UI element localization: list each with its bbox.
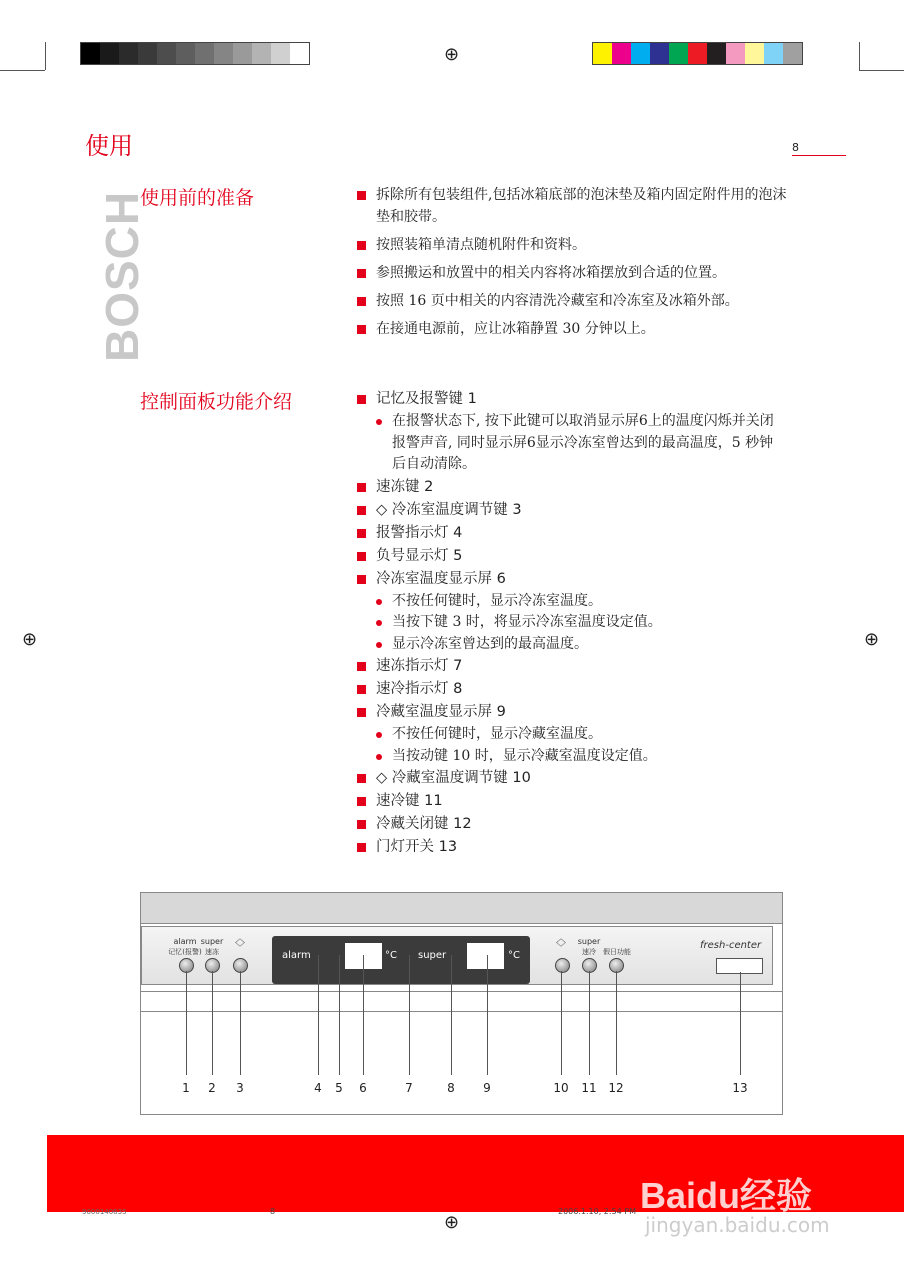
unit-label: °C	[385, 950, 397, 961]
leader-line	[487, 955, 488, 1075]
color-swatch	[688, 43, 707, 64]
list-item-label: 速冻键 2	[376, 478, 434, 495]
sub-item-text: 当按下键 3 时，将显示冷冻室温度设定值。	[392, 614, 662, 630]
list-item-text: 按照装箱单清点随机附件和资料。	[376, 237, 586, 253]
alarm-label: alarm	[173, 937, 197, 946]
up-down-arrows-icon: ︿ ﹀	[235, 934, 245, 954]
list-item	[357, 522, 787, 545]
callout-number: 9	[483, 1081, 491, 1095]
list-item	[357, 499, 787, 522]
watermark-logo: Baidu经验	[640, 1175, 813, 1216]
color-swatch	[593, 43, 612, 64]
list-item-text: 参照搬运和放置中的相关内容将冰箱摆放到合适的位置。	[376, 265, 726, 281]
bullet-square-icon	[357, 774, 366, 783]
leader-line	[740, 972, 741, 1075]
gray-swatch	[195, 43, 214, 64]
fridge-display	[467, 943, 504, 969]
bullet-square-icon	[357, 820, 366, 829]
callout-number: 11	[581, 1081, 597, 1095]
list-item	[357, 836, 787, 859]
page-number: 8	[792, 141, 846, 156]
callout-number: 2	[208, 1081, 216, 1095]
list-item-text: 按照 16 页中相关的内容清洗冷藏室和冷冻室及冰箱外部。	[376, 293, 739, 309]
sub-item	[357, 411, 787, 476]
bullet-square-icon	[357, 483, 366, 492]
list-item	[357, 262, 787, 284]
callout-number: 10	[553, 1081, 569, 1095]
display-super-label: super	[418, 950, 447, 961]
sub-item	[357, 724, 787, 746]
list-item-label: 速冷键 11	[376, 793, 443, 809]
callout-number: 13	[732, 1081, 748, 1095]
registration-mark-icon: ⊕	[22, 629, 38, 650]
leader-line	[451, 955, 452, 1075]
gray-swatch	[271, 43, 290, 64]
bullet-dot-icon	[376, 754, 382, 760]
gray-calibration-bar	[80, 42, 310, 65]
leader-line	[561, 971, 562, 1075]
list-item	[357, 678, 787, 701]
bullet-dot-icon	[376, 732, 382, 738]
list-item	[357, 318, 787, 340]
display-alarm-label: alarm	[282, 950, 311, 961]
list-item	[357, 290, 787, 312]
list-item-label: 门灯开关 13	[376, 839, 458, 855]
list-item	[357, 655, 787, 678]
leader-line	[186, 971, 187, 1075]
bullet-dot-icon	[376, 642, 382, 648]
registration-mark-icon: ⊕	[864, 629, 880, 650]
leader-line	[339, 955, 340, 1075]
color-swatch	[631, 43, 650, 64]
up-down-arrows-icon: ︿ ﹀	[556, 934, 566, 954]
list-item	[357, 476, 787, 499]
crop-mark	[45, 42, 46, 70]
gray-swatch	[176, 43, 195, 64]
sub-item	[357, 634, 787, 656]
bullet-square-icon	[357, 191, 366, 200]
color-swatch	[783, 43, 802, 64]
bullet-square-icon	[357, 552, 366, 561]
list-item-label: 冷藏室温度显示屏 9	[376, 704, 506, 720]
gray-swatch	[100, 43, 119, 64]
gray-swatch	[81, 43, 100, 64]
fridge-temp-button[interactable]	[555, 958, 570, 973]
bullet-square-icon	[357, 297, 366, 306]
bullet-square-icon	[357, 662, 366, 671]
bullet-square-icon	[357, 843, 366, 852]
leader-line	[363, 955, 364, 1075]
list-item	[357, 184, 787, 228]
gray-swatch	[157, 43, 176, 64]
footer-date: 2006.1.10, 2:54 PM	[558, 1207, 637, 1216]
callout-number: 6	[359, 1081, 367, 1095]
color-swatch	[669, 43, 688, 64]
gray-swatch	[233, 43, 252, 64]
super-cool-label: super	[577, 937, 601, 946]
color-swatch	[745, 43, 764, 64]
gray-swatch	[119, 43, 138, 64]
callout-number: 8	[447, 1081, 455, 1095]
section-heading-control-panel: 控制面板功能介绍	[140, 391, 293, 413]
color-swatch	[764, 43, 783, 64]
callout-number: 12	[608, 1081, 624, 1095]
bullet-square-icon	[357, 575, 366, 584]
sub-item-text: 显示冷冻室曾达到的最高温度。	[392, 635, 588, 652]
bullet-dot-icon	[376, 419, 382, 425]
super-freeze-label: super	[200, 937, 224, 946]
footer-page: 8	[270, 1207, 276, 1216]
preparation-list	[357, 184, 787, 346]
section-heading-preparation: 使用前的准备	[140, 187, 255, 209]
list-item	[357, 388, 787, 411]
leader-line	[409, 955, 410, 1075]
sub-item-text: 在报警状态下, 按下此键可以取消显示屏6上的温度闪烁并关闭报警声音, 同时显示屏6显示冷冻室曾达到的最高温度，5 秒钟后自动清除。	[392, 413, 774, 472]
color-swatch	[612, 43, 631, 64]
bullet-dot-icon	[376, 620, 382, 626]
brand-logo: BOSCH	[96, 190, 148, 362]
list-item-text: 拆除所有包装组件,包括冰箱底部的泡沫垫及箱内固定附件用的泡沫垫和胶带。	[376, 187, 787, 225]
control-panel-list	[357, 388, 787, 859]
list-item-label: 速冻指示灯 7	[376, 658, 463, 674]
bullet-square-icon	[357, 269, 366, 278]
list-item-label: 报警指示灯 4	[376, 524, 463, 541]
leader-line	[240, 971, 241, 1075]
list-item-label: 速冷指示灯 8	[376, 681, 463, 697]
leader-line	[212, 971, 213, 1075]
super-cool-cn-label: 速冷	[582, 948, 596, 956]
fresh-center-label: fresh-center	[700, 940, 762, 951]
gray-swatch	[290, 43, 309, 64]
list-item-label: ◇ 冷冻室温度调节键 3	[376, 501, 522, 518]
callout-number: 3	[236, 1081, 244, 1095]
color-calibration-bar	[592, 42, 803, 65]
gray-swatch	[252, 43, 271, 64]
color-swatch	[726, 43, 745, 64]
list-item	[357, 790, 787, 813]
list-item-label: 冷藏关闭键 12	[376, 816, 472, 832]
footer-code: 9000140635	[82, 1208, 127, 1216]
callout-number: 4	[314, 1081, 322, 1095]
holiday-label: 假日功能	[603, 948, 631, 956]
sub-item-text: 不按任何键时，显示冷冻室温度。	[392, 592, 602, 609]
sub-item	[357, 591, 787, 613]
bullet-square-icon	[357, 506, 366, 515]
callout-number: 7	[405, 1081, 413, 1095]
sub-item	[357, 746, 787, 768]
bullet-square-icon	[357, 797, 366, 806]
color-swatch	[650, 43, 669, 64]
callout-number: 1	[182, 1081, 190, 1095]
list-item-label: 冷冻室温度显示屏 6	[376, 570, 506, 587]
bullet-square-icon	[357, 708, 366, 717]
bullet-dot-icon	[376, 599, 382, 605]
color-swatch	[707, 43, 726, 64]
sub-item-text: 当按动键 10 时，显示冷藏室温度设定值。	[392, 747, 657, 764]
page-title: 使用	[85, 132, 133, 160]
unit-label: °C	[508, 950, 520, 961]
gray-swatch	[138, 43, 157, 64]
registration-mark-icon: ⊕	[444, 44, 460, 65]
list-item-text: 在接通电源前，应让冰箱静置 30 分钟以上。	[376, 321, 655, 337]
list-item-label: 负号显示灯 5	[376, 547, 463, 564]
alarm-cn-label: 记忆(报警)	[168, 948, 202, 956]
crop-mark	[859, 42, 860, 70]
crop-mark	[859, 70, 904, 71]
super-freeze-cn-label: 速冻	[205, 948, 219, 956]
leader-line	[589, 971, 590, 1075]
registration-mark-icon: ⊕	[444, 1212, 460, 1233]
callout-number: 5	[335, 1081, 343, 1095]
gray-swatch	[214, 43, 233, 64]
sub-item	[357, 612, 787, 634]
list-item	[357, 568, 787, 591]
bullet-square-icon	[357, 685, 366, 694]
sub-item-text: 不按任何键时，显示冷藏室温度。	[392, 726, 602, 742]
leader-line	[616, 971, 617, 1075]
list-item-label: 记忆及报警键 1	[376, 391, 477, 407]
bullet-square-icon	[357, 529, 366, 538]
crop-mark	[0, 70, 45, 71]
list-item	[357, 767, 787, 790]
bullet-square-icon	[357, 241, 366, 250]
bullet-square-icon	[357, 325, 366, 334]
list-item-label: ◇ 冷藏室温度调节键 10	[376, 770, 531, 786]
list-item	[357, 813, 787, 836]
list-item	[357, 701, 787, 724]
watermark-url: jingyan.baidu.com	[645, 1213, 830, 1237]
leader-line	[318, 955, 319, 1075]
list-item	[357, 545, 787, 568]
list-item	[357, 234, 787, 256]
bullet-square-icon	[357, 395, 366, 404]
